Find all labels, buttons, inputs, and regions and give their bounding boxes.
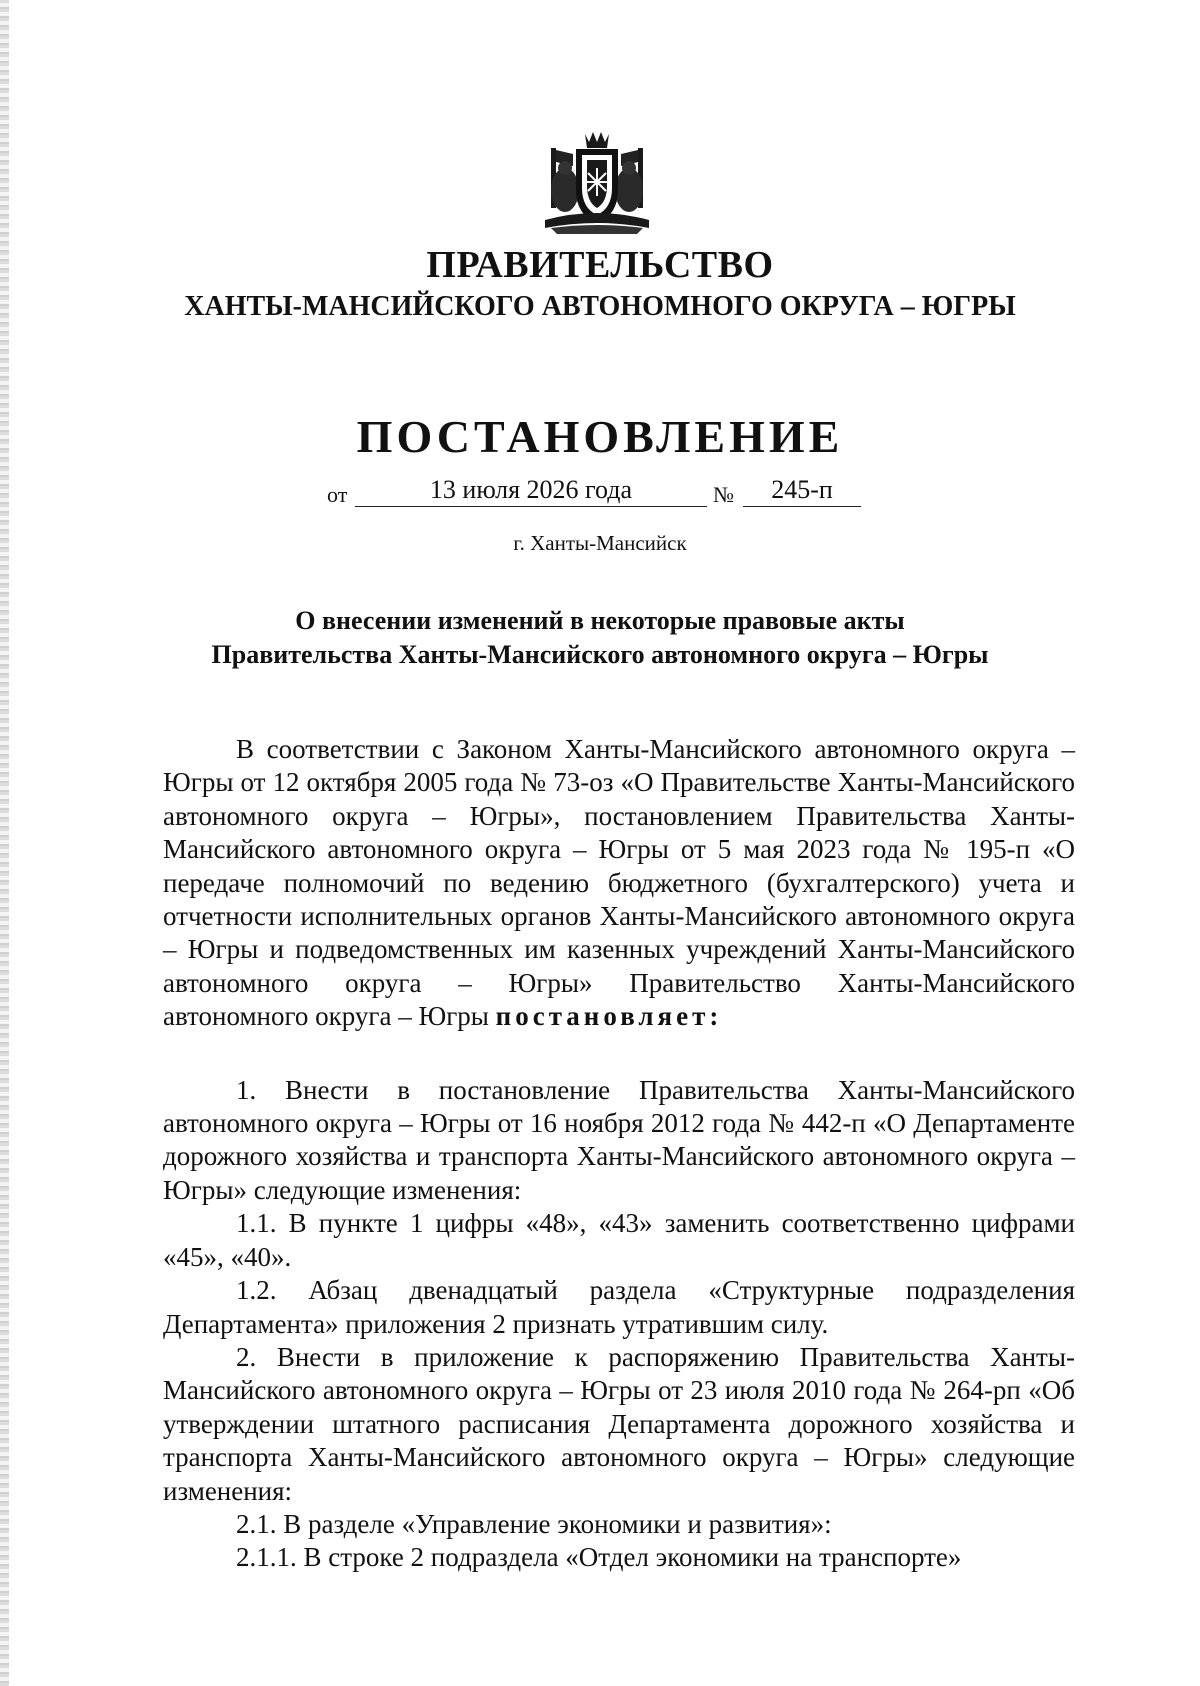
document-date: 13 июля 2026 года: [355, 474, 707, 507]
document-body: [163, 733, 1075, 1575]
city: г. Ханты-Мансийск: [513, 531, 687, 555]
number-prefix: №: [713, 482, 734, 507]
document-title: [0, 604, 1200, 672]
title-line-2: Правительства Ханты-Мансийского автономного округа – Югры: [211, 640, 989, 669]
document-number: 245-п: [743, 474, 861, 507]
document-type: ПОСТАНОВЛЕНИЕ: [356, 411, 844, 462]
date-prefix: от: [327, 482, 348, 507]
org-title: ПРАВИТЕЛЬСТВО: [426, 244, 774, 286]
body-paragraph: 2.1.1. В строке 2 подраздела «Отдел экономики на транспорте»: [236, 1542, 962, 1573]
org-subtitle: ХАНТЫ-МАНСИЙСКОГО АВТОНОМНОГО ОКРУГА – ЮГРЫ: [184, 291, 1016, 322]
body-paragraph: 1.1. В пункте 1 цифры «48», «43» заменить соответственно цифрами «45», «40».: [163, 1208, 1075, 1272]
coat-of-arms-icon: [537, 128, 657, 238]
preamble-paragraph: [163, 733, 1075, 1034]
body-paragraph: 2. Внести в приложение к распоряжению Правительства Ханты-Мансийского автономного округа – Югры от 23 июля 2010 года № 264-рп «Об утверждении штатного расписания Департамента дорожного хозяйства и транспорта Ханты-Мансийского автономного округа – Югры» следующие изменения:: [163, 1341, 1075, 1506]
decree-word: постановляет:: [495, 1001, 723, 1032]
body-paragraph: 1.2. Абзац двенадцатый раздела «Структурные подразделения Департамента» приложения 2 признать утратившим силу.: [163, 1275, 1075, 1339]
date-number-line: [0, 474, 1200, 514]
body-paragraph: 2.1. В разделе «Управление экономики и развития»:: [236, 1508, 832, 1539]
body-paragraph: 1. Внести в постановление Правительства Ханты-Мансийского автономного округа – Югры от 16 ноября 2012 года № 442-п «О Департаменте дорожного хозяйства и транспорта Ханты-Мансийского автономного округа – Югры» следующие изменения:: [163, 1074, 1075, 1205]
title-line-1: О внесении изменений в некоторые правовые акты: [295, 606, 905, 635]
preamble-text: В соответствии с Законом Ханты-Мансийского автономного округа – Югры от 12 октября 2005 года № 73-оз «О Правительстве Ханты-Мансийского автономного округа – Югры», постановлением Правительства Ханты-Мансийского автономного округа – Югры от 5 мая 2023 года № 195-п «О передаче полномочий по ведению бюджетного (бухгалтерского) учета и отчетности исполнительных органов Ханты-Мансийского автономного округа – Югры и подведомственных им казенных учреждений Ханты-Мансийского автономного округа – Югры» Правительство Ханты-Мансийского автономного округа – Югры: [163, 734, 1075, 1032]
